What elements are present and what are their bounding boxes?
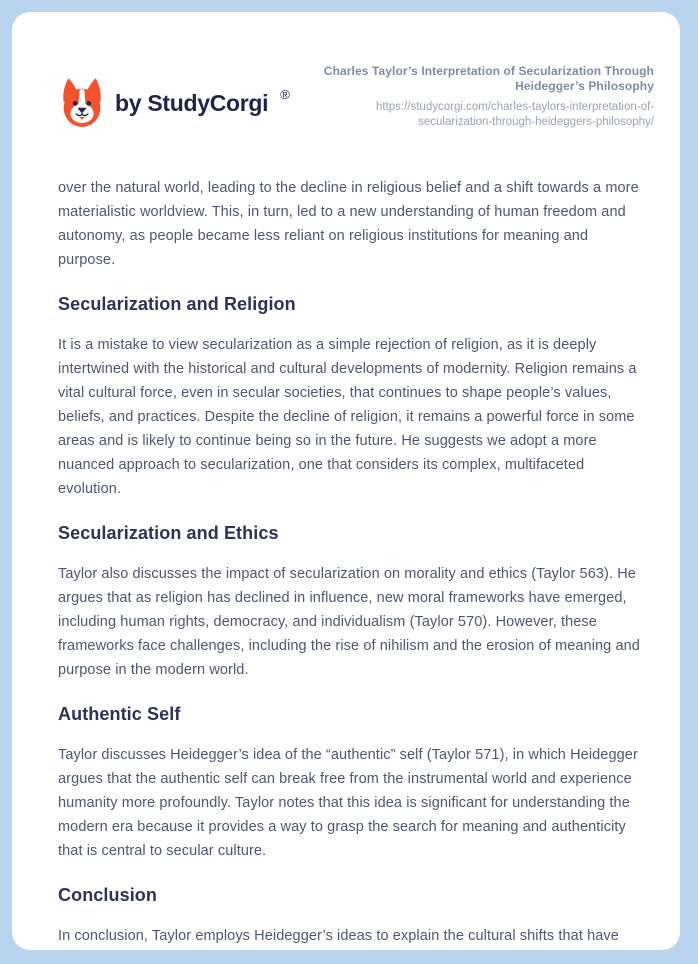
document-meta xyxy=(322,64,654,130)
document-card xyxy=(12,12,680,950)
document-url-link[interactable]: https://studycorgi.com/charles-taylors-interpretation-of-secularization-through-heideggers-philosophy/ xyxy=(375,101,654,128)
studycorgi-logo xyxy=(58,76,290,130)
section-paragraph-authentic-self: Taylor discusses Heidegger’s idea of the “authentic” self (Taylor 571), in which Heidegger argues that the authentic self can break free from the instrumental world and experience humanity more profoundly. Taylor notes that this idea is significant for understanding the modern era because it provides a way to grasp the search for meaning and authenticity that is central to secular culture. xyxy=(58,747,638,859)
article-content xyxy=(12,130,680,948)
document-title: Charles Taylor’s Interpretation of Secularization Through Heidegger’s Philosophy xyxy=(323,64,654,93)
section-paragraph-religion: It is a mistake to view secularization as a simple rejection of religion, as it is deeply intertwined with the historical and cultural developments of modernity. Religion remains a vital cultural force, even in secular societies, that continues to shape people’s values, beliefs, and practices. Despite the decline of religion, it remains a powerful force in some areas and is likely to continue being so in the future. He suggests we adopt a more nuanced approach to secularization, one that considers its complex, multifaceted evolution. xyxy=(58,337,637,497)
section-heading-ethics: Secularization and Ethics xyxy=(58,523,279,543)
section-heading-religion: Secularization and Religion xyxy=(58,294,296,314)
section-paragraph-conclusion: In conclusion, Taylor employs Heidegger’s ideas to explain the cultural shifts that have xyxy=(58,928,619,944)
section-paragraph-ethics: Taylor also discusses the impact of secularization on morality and ethics (Taylor 563). He argues that as religion has declined in influence, new moral frameworks have emerged, including human rights, democracy, and individualism (Taylor 570). However, these frameworks face challenges, including the rise of nihilism and the erosion of meaning and purpose in the modern world. xyxy=(58,566,640,678)
registered-trademark-symbol: ® xyxy=(280,86,290,102)
corgi-icon xyxy=(58,76,106,130)
section-heading-conclusion: Conclusion xyxy=(58,885,157,905)
section-heading-authentic-self: Authentic Self xyxy=(58,704,181,724)
document-header xyxy=(12,12,680,130)
intro-paragraph: over the natural world, leading to the decline in religious belief and a shift towards a more materialistic worldview. This, in turn, led to a new understanding of human freedom and autonomy, as people became less reliant on religious institutions for meaning and purpose. xyxy=(58,180,639,268)
brand-wordmark: by StudyCorgi xyxy=(115,89,269,116)
